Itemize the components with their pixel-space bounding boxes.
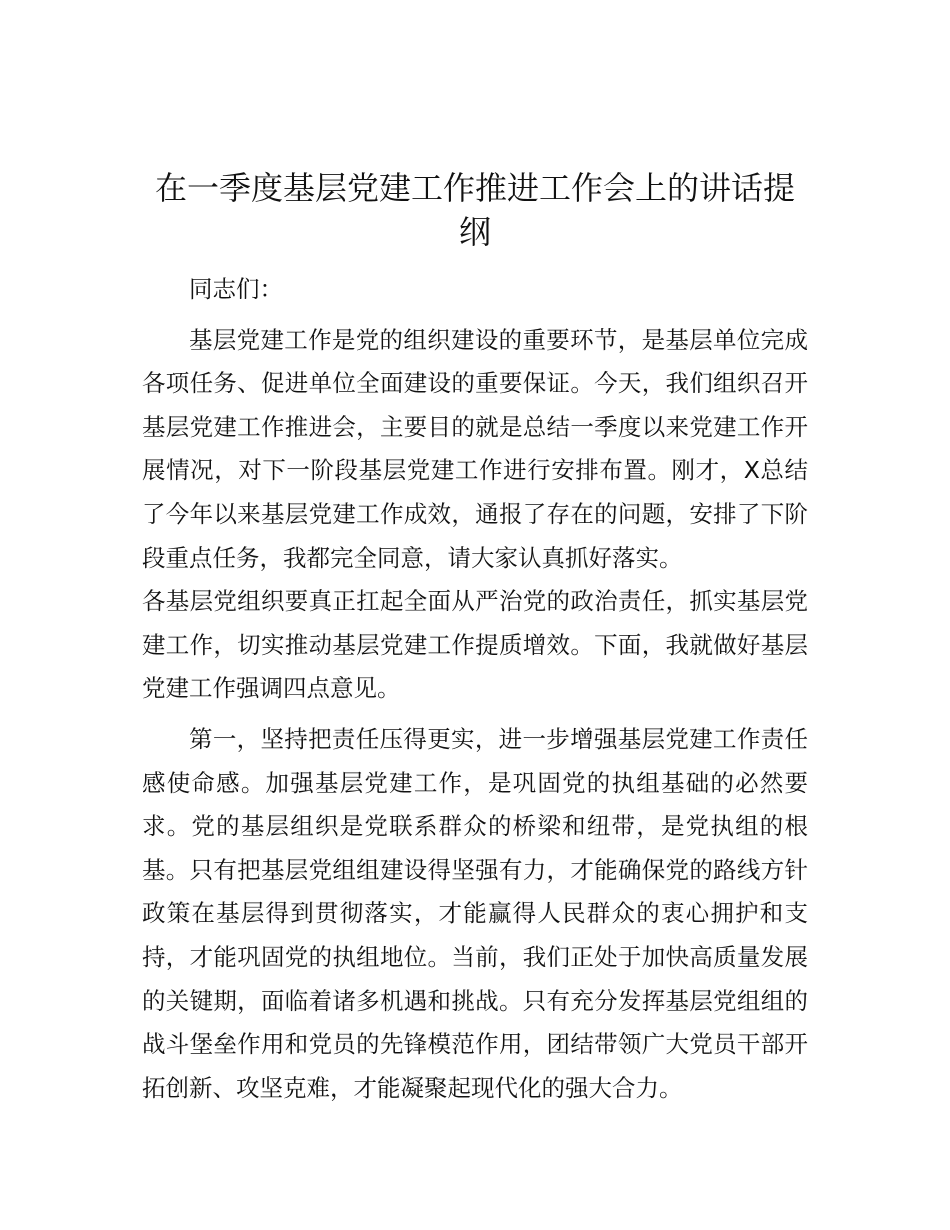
paragraph-2: 各基层党组织要真正扛起全面从严治党的政治责任，抓实基层党建工作，切实推动基层党建工作提质增效。下面，我就做好基层党建工作强调四点意见。 — [142, 587, 808, 703]
salutation: 同志们： — [189, 275, 283, 303]
document-title: 在一季度基层党建工作推进工作会上的讲话提纲 — [154, 169, 795, 251]
document-body — [142, 268, 808, 1110]
paragraph-3: 第一，坚持把责任压得更实，进一步增强基层党建工作责任感使命感。加强基层党建工作，是巩固党的执组基础的必然要求。党的基层组织是党联系群众的桥梁和纽带，是党执组的根基。只有把基层党组组建设得坚强有力，才能确保党的路线方针政策在基层得到贯彻落实，才能赢得人民群众的衷心拥护和支持，才能巩固党的执组地位。当前，我们正处于加快高质量发展的关键期，面临着诸多机遇和挑战。只有充分发挥基层党组组的战斗堡垒作用和党员的先锋模范作用，团结带领广大党员干部开拓创新、攻坚克难，才能凝聚起现代化的强大合力。 — [142, 724, 808, 1102]
paragraph-1: 基层党建工作是党的组织建设的重要环节，是基层单位完成各项任务、促进单位全面建设的重要保证。今天，我们组织召开基层党建工作推进会，主要目的就是总结一季度以来党建工作开展情况，对下一阶段基层党建工作进行安排布置。刚才，X总结了今年以来基层党建工作成效，通报了存在的问题，安排了下阶段重点任务，我都完全同意，请大家认真抓好落实。 — [142, 325, 808, 572]
